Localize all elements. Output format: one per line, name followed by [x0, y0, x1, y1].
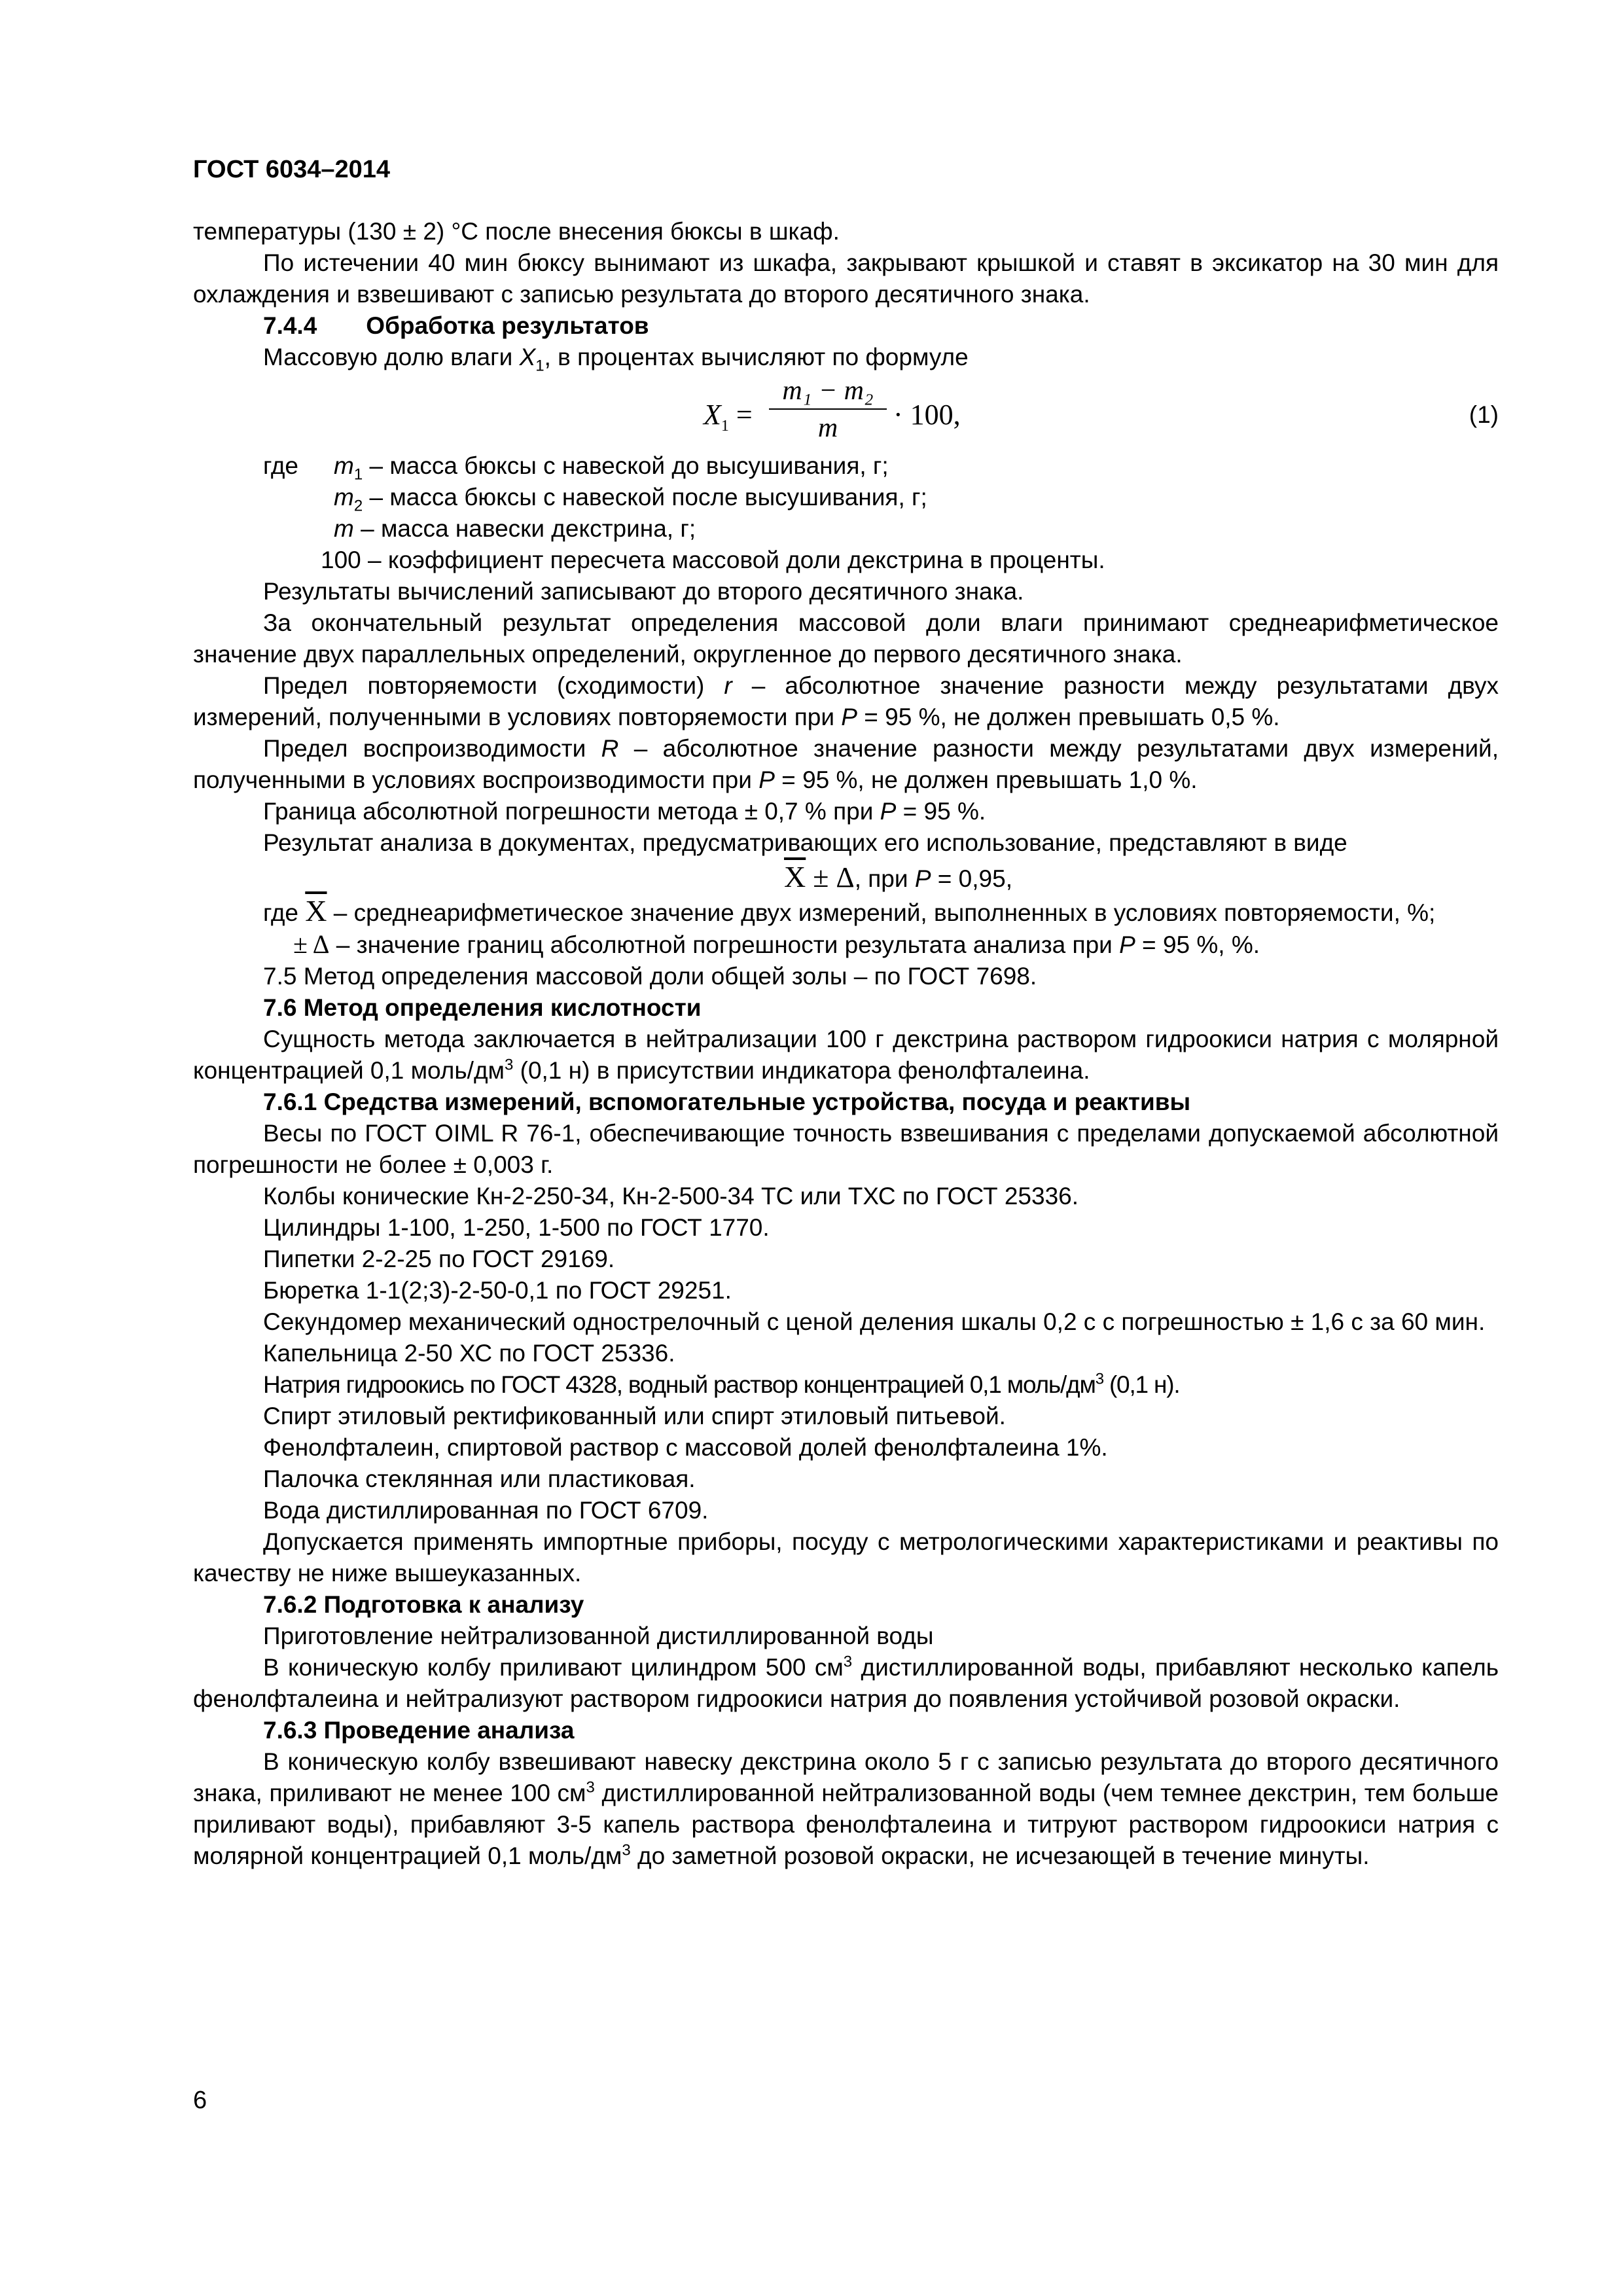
formula-rhs: · 100, — [893, 399, 961, 431]
section-title: Обработка результатов — [366, 312, 649, 339]
paragraph: В коническую колбу приливают цилиндром 500 $см^3$ дистиллированной воды, прибавляют несколько капель фенолфталеина и нейтрализуют раствором гидроокиси натрия до появления устойчивой розовой окраски. — [193, 1653, 1499, 1712]
paragraph: Весы по ГОСТ OIML R 76-1, обеспечивающие точность взвешивания с пределами допускаемой абсолютной погрешности не более ± 0,003 г. — [193, 1120, 1499, 1178]
paragraph: Бюретка 1-1(2;3)-2-50-0,1 по ГОСТ 29251. — [263, 1277, 732, 1304]
formula-numerator: m₁ − m₂ — [769, 373, 887, 410]
paragraph: Массовую долю влаги $X_1$, в процентах вычисляют по формуле — [263, 344, 969, 375]
paragraph: 7.5 Метод определения массовой доли общей золы – по ГОСТ 7698. — [263, 963, 1037, 990]
paragraph: Приготовление нейтрализованной дистиллированной воды — [263, 1623, 934, 1649]
paragraph: Колбы конические Кн-2-250-34, Кн-2-500-34 ТС или ТХС по ГОСТ 25336. — [263, 1183, 1079, 1210]
paragraph: Граница абсолютной погрешности метода ± 0,7 % при P = 95 %. — [263, 798, 986, 825]
formula-lhs: $X_1$ = — [704, 399, 753, 435]
legend-paragraph: ± Δ – значение границ абсолютной погрешности результата анализа при P = 95 %, %. — [293, 929, 1260, 959]
paragraph: Пипетки 2-2-25 по ГОСТ 29169. — [263, 1246, 615, 1272]
legend-paragraph: где $\overline{X}$ – среднеарифметическое значение двух измерений, выполненных в условиях повторяемости, %; — [263, 894, 1436, 927]
legend-line: где $m_1$ – масса бюксы с навеской до высушивания, г; — [193, 450, 1499, 482]
paragraph: Результат анализа в документах, предусматривающих его использование, представляют в виде — [263, 829, 1347, 856]
paragraph: температуры (130 ± 2) °С после внесения бюксы в шкаф. — [193, 218, 840, 245]
document-body — [193, 216, 1499, 1872]
section-heading-7-6-1: 7.6.1 Средства измерений, вспомогательные устройства, посуда и реактивы — [263, 1088, 1191, 1115]
paragraph: Палочка стеклянная или пластиковая. — [263, 1465, 696, 1492]
section-number: 7.4.4 — [263, 312, 317, 339]
paragraph: За окончательный результат определения массовой доли влаги принимают среднеарифметическое значение двух параллельных определений, округленное до первого десятичного знака. — [193, 609, 1499, 668]
paragraph: По истечении 40 мин бюксу вынимают из шкафа, закрывают крышкой и ставят в эксикатор на 30 мин для охлаждения и взвешивают с записью результата до второго десятичного знака. — [193, 249, 1499, 308]
legend-line: m – масса навески декстрина, г; — [334, 515, 696, 542]
paragraph: Сущность метода заключается в нейтрализации 100 г декстрина раствором гидроокиси натрия с молярной концентрацией 0,1 моль/$дм^3$ (0,1 н) в присутствии индикатора фенолфталеина. — [193, 1026, 1499, 1084]
result-expression: $\overline{X} \pm \Delta$, при P = 0,95, — [784, 860, 1012, 893]
paragraph: Предел воспроизводимости R – абсолютное значение разности между результатами двух измерений, полученными в условиях воспроизводимости при P = 95 %, не должен превышать 1,0 %. — [193, 735, 1499, 793]
paragraph: Результаты вычислений записывают до второго десятичного знака. — [263, 578, 1024, 605]
legend-line: $m_2$ – масса бюксы с навеской после высушивания, г; — [334, 484, 927, 515]
paragraph: Предел повторяемости (сходимости) r – абсолютное значение разности между результатами двух измерений, полученными в условиях повторяемости при P = 95 %, не должен превышать 0,5 %. — [193, 672, 1499, 730]
formula-denominator: m — [817, 413, 838, 443]
page-number: 6 — [193, 2087, 207, 2114]
paragraph: Цилиндры 1-100, 1-250, 1-500 по ГОСТ 1770. — [263, 1214, 770, 1241]
paragraph: Допускается применять импортные приборы, посуду с метрологическими характеристиками и реактивы по качеству не ниже вышеуказанных. — [193, 1528, 1499, 1587]
formula-1 — [193, 373, 1499, 450]
legend-line: 100 – коэффициент пересчета массовой доли декстрина в проценты. — [321, 547, 1105, 573]
paragraph: Секундомер механический однострелочный с ценой деления шкалы 0,2 с с погрешностью ± 1,6 с за 60 мин. — [263, 1308, 1486, 1335]
document-header: ГОСТ 6034–2014 — [193, 156, 391, 183]
paragraph: Вода дистиллированная по ГОСТ 6709. — [263, 1497, 709, 1524]
section-heading-7-6: 7.6 Метод определения кислотности — [263, 994, 702, 1021]
paragraph: В коническую колбу взвешивают навеску декстрина около 5 г с записью результата до второго десятичного знака, приливают не менее 100 $см^3$ дистиллированной нейтрализованной воды (чем темнее декстрин, тем больше приливают воды), прибавляют 3-5 капель раствора фенолфталеина и титруют раствором гидроокиси натрия с молярной концентрацией 0,1 моль/$дм^3$ до заметной розовой окраски, не исчезающей в течение минуты. — [193, 1748, 1499, 1869]
paragraph: Фенолфталеин, спиртовой раствор с массовой долей фенолфталеина 1%. — [263, 1434, 1108, 1461]
section-heading-7-6-2: 7.6.2 Подготовка к анализу — [263, 1591, 584, 1618]
where-label: где — [263, 452, 299, 479]
formula-number: (1) — [1469, 401, 1499, 428]
formula-fraction — [769, 373, 887, 446]
section-heading-7-4-4 — [193, 310, 1499, 342]
paragraph: Капельница 2-50 ХС по ГОСТ 25336. — [263, 1340, 675, 1367]
paragraph: Спирт этиловый ректификованный или спирт этиловый питьевой. — [263, 1403, 1006, 1429]
section-heading-7-6-3: 7.6.3 Проведение анализа — [263, 1717, 575, 1744]
paragraph: Натрия гидроокись по ГОСТ 4328, водный раствор концентрацией 0,1 моль/$дм^3$ (0,1 н). — [263, 1370, 1180, 1398]
